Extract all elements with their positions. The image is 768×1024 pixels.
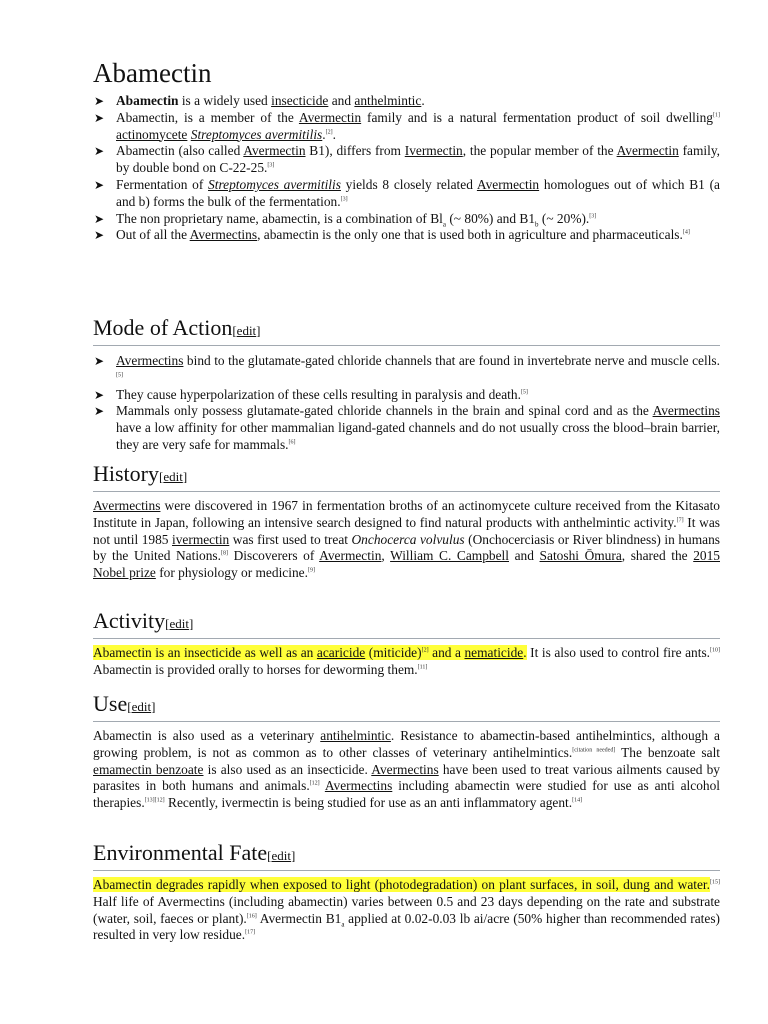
link-avermectin[interactable]: Avermectin [476,176,540,192]
arrow-bullet-icon: ➤ [94,354,105,368]
edit-link[interactable]: edit [271,848,291,863]
arrow-bullet-icon: ➤ [94,110,105,125]
citation[interactable]: [14] [572,797,583,804]
citation[interactable]: [9] [307,567,315,574]
edit-link[interactable]: edit [163,469,183,484]
list-item: ➤ They cause hyperpolarization of these cells resulting in paralysis and death.[5] [94,386,528,402]
citation[interactable]: [12] [309,780,320,787]
list-item: ➤ Fermentation of Streptomyces avermitilis yields 8 closely related Avermectin homologues out of which B1 (a and b) forms the bulk of the fermentation.[3] [94,176,720,209]
citation[interactable]: [16] [246,913,257,920]
link-avermectins[interactable]: Avermectins [93,498,161,513]
link-emamectin-benzoate[interactable]: emamectin benzoate [93,761,204,777]
citation[interactable]: [citation needed] [572,747,616,754]
citation[interactable]: [2] [421,647,429,654]
link-avermectin[interactable]: Avermectin [298,109,362,125]
section-heading: Mode of Action [edit] [93,314,720,346]
link-anthelmintic[interactable]: anthelmintic [354,93,422,108]
list-item: ➤ Avermectins bind to the glutamate-gated chloride channels that are found in invertebrate nerve and muscle cells.[5] [94,353,720,379]
list-item: ➤ Abamectin, is a member of the Avermectin family and is a natural fermentation product of soil dwelling[1] actinomycete Streptomyces avermitilis.[2]. [94,109,720,142]
citation[interactable]: [13][12] [144,797,165,804]
intro-list [93,93,720,244]
citation[interactable]: [5] [116,372,123,379]
citation[interactable]: [17] [245,929,256,936]
section-heading: Use [edit] [93,690,720,722]
link-ivermectin[interactable]: ivermectin [172,531,230,547]
section-heading: Environmental Fate [edit] [93,839,720,871]
highlighted-text: Abamectin is an insecticide as well as an acaricide (miticide)[2] and a nematicide. [93,645,527,660]
citation[interactable]: [3] [267,162,275,169]
arrow-bullet-icon: ➤ [94,228,105,243]
history-section [93,460,720,582]
highlighted-text: Abamectin degrades rapidly when exposed to light (photodegradation) on plant surfaces, in soil, dung and water. [93,877,710,892]
edit-link[interactable]: edit [236,323,257,338]
mode-of-action-section [93,314,720,454]
moa-list [93,353,720,454]
page-title: Abamectin [93,58,212,88]
env-paragraph: Abamectin degrades rapidly when exposed to light (photodegradation) on plant surfaces, in soil, dung and water.[15] Half life of Avermectins (including abamectin) varies between 0.5 and 23 days depending on the rate and substrate (water, soil, faeces or plant).[16] Avermectin $B1_a$ applied at 0.02-0.03 lb ai/acre (50% higher than recommended rates) resulted in very low residue.[17] [93,877,720,943]
citation[interactable]: [2] [325,129,333,136]
link-avermectins[interactable]: Avermectins [189,227,258,243]
environmental-fate-section [93,839,720,944]
citation[interactable]: [10] [710,647,720,654]
citation[interactable]: [4] [682,229,690,236]
arrow-bullet-icon: ➤ [94,144,105,159]
link-avermectin[interactable]: Avermectin [319,548,382,564]
section-heading: Activity [edit] [93,607,720,639]
citation[interactable]: [3] [589,213,597,220]
link-nematicide[interactable]: nematicide [464,645,524,660]
link-avermectins[interactable]: Avermectins [371,761,439,777]
citation[interactable]: [8] [221,550,228,557]
list-item: ➤ Mammals only possess glutamate-gated chloride channels in the brain and spinal cord and as the Avermectins have a low affinity for other mammalian ligand-gated channels and do not usually cross the blood–brain barrier, they are very safe for mammals.[6] [94,403,720,452]
link-actinomycete[interactable]: actinomycete [116,126,188,142]
link-acaricide[interactable]: acaricide [316,645,366,660]
citation[interactable]: [5] [520,389,528,396]
use-section [93,690,720,812]
arrow-bullet-icon: ➤ [94,387,105,402]
citation[interactable]: [11] [417,664,428,671]
link-william-campbell[interactable]: William C. Campbell [390,548,509,564]
link-streptomyces[interactable]: Streptomyces avermitilis [190,126,323,142]
citation[interactable]: [7] [676,517,684,524]
list-item: ➤ Out of all the Avermectins, abamectin is the only one that is used both in agriculture and pharmaceuticals.[4] [94,227,690,243]
arrow-bullet-icon: ➤ [94,211,105,226]
link-avermectin[interactable]: Avermectin [616,143,679,159]
use-paragraph: Abamectin is also used as a veterinary antihelmintic. Resistance to abamectin-based antihelmintics, although a growing problem, is not as common as to other classes of veterinary antihelmintics.[citation needed] The benzoate salt emamectin benzoate is also used as an insecticide. Avermectins have been used to treat various ailments caused by parasites in both humans and animals.[12] Avermectins including abamectin were studied for use as anti alcohol therapies.[13][12] Recently, ivermectin is being studied for use as an anti inflammatory agent.[14] [93,728,721,811]
list-item: ➤ Abamectin (also called Avermectin B1), differs from Ivermectin, the popular member of the Avermectin family, by double bond on C-22-25.[3] [94,143,721,176]
citation[interactable]: [3] [340,196,348,203]
activity-paragraph: Abamectin is an insecticide as well as an acaricide (miticide)[2] and a nematicide. It is also used to control fire ants.[10] Abamectin is provided orally to horses for deworming them.[11] [93,645,720,677]
link-ivermectin[interactable]: Ivermectin [404,143,463,159]
intro-section [93,57,720,244]
link-streptomyces[interactable]: Streptomyces avermitilis [208,176,341,192]
link-avermectin[interactable]: Avermectin [243,143,306,159]
link-avermectins[interactable]: Avermectins [116,353,184,368]
edit-link[interactable]: edit [131,699,152,714]
citation[interactable]: [6] [288,439,296,446]
section-heading: History [edit] [93,460,720,492]
arrow-bullet-icon: ➤ [94,177,105,192]
list-item: ➤ The non proprietary name, abamectin, is a combination of $Bl_a$ (~ 80%) and $B1_b$ (~ 20%).[3] [94,210,597,229]
list-item: ➤ Abamectin is a widely used insecticide and anthelmintic. [94,93,425,108]
link-antihelmintic[interactable]: antihelmintic [320,728,391,743]
link-satoshi-omura[interactable]: Satoshi Ōmura [539,548,622,564]
link-avermectins[interactable]: Avermectins [652,403,720,419]
citation[interactable]: [1] [713,112,720,119]
link-nobel-prize[interactable]: 2015 Nobel prize [93,548,720,581]
arrow-bullet-icon: ➤ [94,404,105,419]
link-avermectins[interactable]: Avermectins [324,778,393,794]
history-paragraph: Avermectins were discovered in 1967 in fermentation broths of an actinomycete culture received from the Kitasato Institute in Japan, following an intensive search designed to find natural products with anthelmintic activity.[7] It was not until 1985 ivermectin was first used to treat Onchocerca volvulus (Onchocerciasis or River blindness) in humans by the United Nations.[8] Discoverers of Avermectin, William C. Campbell and Satoshi Ōmura, shared the 2015 Nobel prize for physiology or medicine.[9] [93,498,721,581]
link-insecticide[interactable]: insecticide [271,93,329,108]
edit-link[interactable]: edit [169,616,189,631]
citation[interactable]: [15] [710,879,720,886]
activity-section [93,607,720,679]
arrow-bullet-icon: ➤ [94,94,105,108]
